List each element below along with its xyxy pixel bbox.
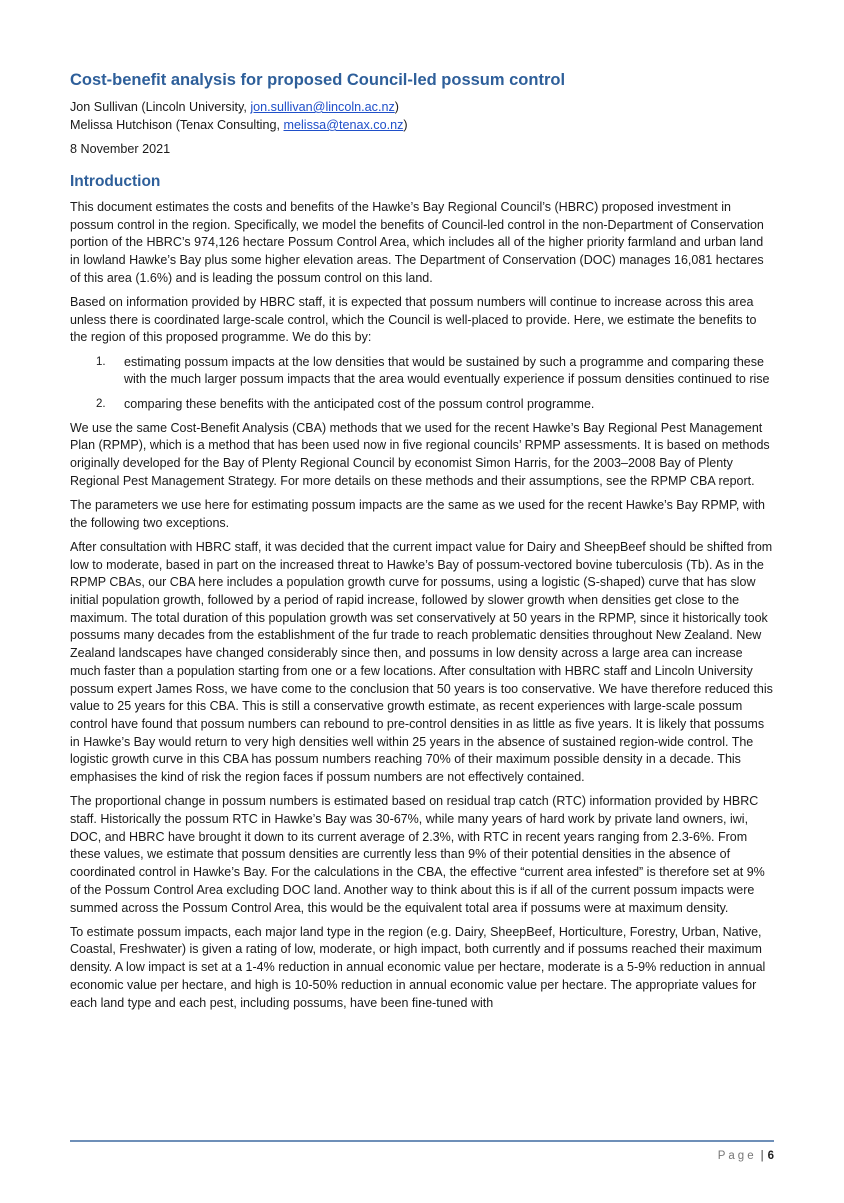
page-number: 6 [767, 1150, 774, 1162]
paragraph: After consultation with HBRC staff, it was decided that the current impact value for Dairy and SheepBeef should be shifted from low to moderate, based in part on the increased threat to Hawke’s Bay of possum-vectored bovine tuberculosis (Tb). As in the RPMP CBAs, our CBA here includes a population growth curve for possums, using a logistic (S-shaped) curve that has slow initial population growth, followed by a period of rapid increase, followed by slower growth when densities get close to the maximum. The total duration of this population growth was set conservatively at 50 years in the RPMP, since it historically took possums many decades from the establishment of the fur trade to reach problematic densities throughout New Zealand. New Zealand landscapes have changed considerably since then, and possums in low density across a large area can increase much faster than a population starting from one or a few locations. After consultation with HBRC staff and Lincoln University possum expert James Ross, we have come to the conclusion that 50 years is too conservative. We have therefore reduced this value to 25 years for this CBA. This is still a conservative growth estimate, as recent experiences with large-scale possum control have found that possum numbers can rebound to pre-control densities in as little as five years. It is likely that possums in Hawke’s Bay would return to very high densities well within 25 years in the absence of sustained region-wide control. The logistic growth curve in this CBA has possum numbers reaching 70% of their maximum possible density in a decade. This emphasises the kind of risk the region faces if possum numbers are not effectively contained. [70, 539, 773, 785]
paragraph: The parameters we use here for estimating possum impacts are the same as we used for the recent Hawke’s Bay RPMP, with the following two exceptions. [70, 498, 765, 530]
paragraph: Based on information provided by HBRC staff, it is expected that possum numbers will continue to increase across this area unless there is coordinated large-scale control, which the Council is well-placed to provide. Here, we estimate the benefits to the region of this proposed programme. We do this by: [70, 295, 757, 345]
author-line [70, 116, 774, 134]
author-email-link[interactable]: melissa@tenax.co.nz [283, 118, 404, 132]
paragraph: This document estimates the costs and benefits of the Hawke’s Bay Regional Council’s (HBRC) proposed investment in possum control in the region. Specifically, we model the benefits of Council-led control in the non-Department of Conservation portion of the HBRC’s 974,126 hectare Possum Control Area, which includes all of the higher priority farmland and urban land in lowland Hawke’s Bay plus some higher elevation areas. The Department of Conservation (DOC) manages 16,081 hectares of this area (1.6%) and is leading the possum control on this land. [70, 200, 764, 285]
page-label: Page [717, 1150, 757, 1162]
author-affiliation-close: ) [403, 118, 408, 132]
author-email-link[interactable]: jon.sullivan@lincoln.ac.nz [250, 100, 395, 114]
list-item-text: estimating possum impacts at the low densities that would be sustained by such a programme and comparing these with the much larger possum impacts that the area would eventually experience if possum densities continued to rise [124, 354, 770, 387]
document-date: 8 November 2021 [70, 142, 171, 156]
document-title: Cost-benefit analysis for proposed Council-led possum control [70, 71, 566, 89]
author-line [70, 98, 774, 116]
list-item-number: 2. [96, 397, 106, 410]
page-footer [718, 1150, 774, 1162]
footer-divider [70, 1140, 774, 1142]
list-item-number: 1. [96, 355, 106, 368]
numbered-list [70, 354, 774, 414]
paragraph: We use the same Cost-Benefit Analysis (CBA) methods that we used for the recent Hawke’s Bay Regional Pest Management Plan (RPMP), which is a method that has been used now in five regional councils’ RPMP assessments. It is based on methods originally developed for the Bay of Plenty Regional Council by economist Simon Harris, for the 2003–2008 Bay of Plenty Regional Pest Management Strategy. For more details on these methods and their assumptions, see the RPMP CBA report. [70, 420, 770, 488]
list-item [70, 396, 774, 414]
list-item [70, 354, 774, 389]
document-page [70, 70, 774, 1019]
footer-separator: | [760, 1150, 764, 1162]
paragraph: To estimate possum impacts, each major land type in the region (e.g. Dairy, SheepBeef, Horticulture, Forestry, Urban, Native, Coastal, Freshwater) is given a rating of low, moderate, or high impact, both currently and if possums reached their maximum density. A low impact is set at a 1-4% reduction in annual economic value per hectare, moderate is a 5-9% reduction in annual economic value per hectare, and high is 10-50% reduction in annual economic value per hectare. The appropriate values for each land type and each pest, including possums, have been fine-tuned with [70, 924, 766, 1010]
list-item-text: comparing these benefits with the anticipated cost of the possum control programme. [124, 396, 595, 411]
author-affiliation: Jon Sullivan (Lincoln University, [70, 100, 251, 114]
section-heading-introduction: Introduction [70, 173, 161, 190]
author-affiliation: Melissa Hutchison (Tenax Consulting, [70, 118, 284, 132]
author-affiliation-close: ) [394, 100, 399, 114]
paragraph: The proportional change in possum numbers is estimated based on residual trap catch (RTC) information provided by HBRC staff. Historically the possum RTC in Hawke’s Bay was 30-67%, while many years of hard work by private land owners, iwi, DOC, and HBRC have brought it down to its current average of 2.3%, with RTC in recent years ranging from 2.3-6%. From these values, we estimate that possum densities are currently less than 9% of their potential densities in the absence of coordinated control in Hawke’s Bay. For the calculations in the CBA, the effective “current area infested” is therefore set at 9% of the Possum Control Area excluding DOC land. Another way to think about this is if all of the current possum impacts were summed across the Possum Control Area, this would be the equivalent total area if possums were at maximum density. [70, 794, 765, 915]
